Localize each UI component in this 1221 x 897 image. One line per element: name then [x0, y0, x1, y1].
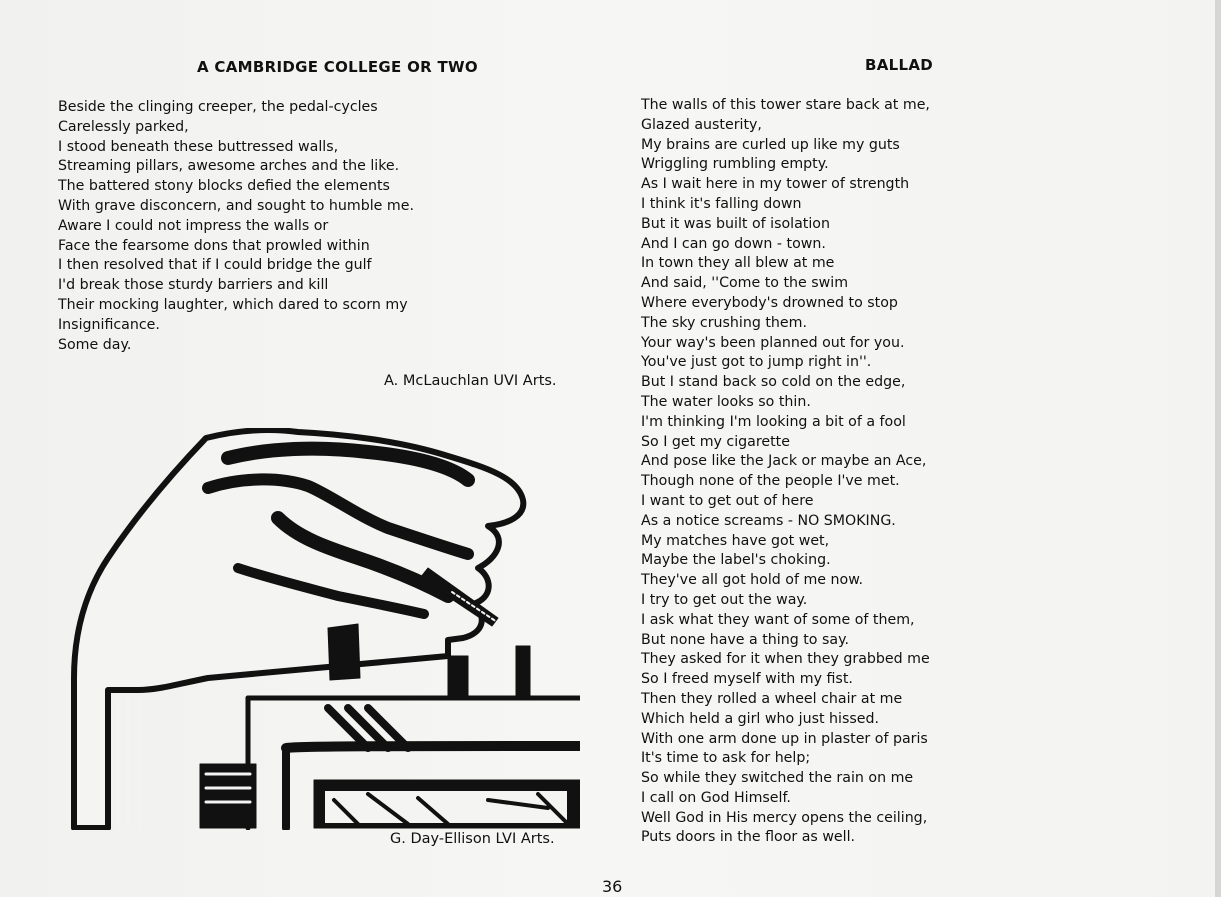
poem-line: And I can go down - town.	[641, 235, 826, 252]
poem-line: Aware I could not impress the walls or	[58, 217, 329, 234]
poem-line: The walls of this tower stare back at me,	[641, 97, 930, 113]
poem-line: Their mocking laughter, which dared to scorn my	[58, 296, 408, 313]
poem-line: You've just got to jump right in''.	[641, 354, 872, 371]
poem-line: I ask what they want of some of them,	[641, 611, 915, 628]
poem-line: Puts doors in the floor as well.	[641, 829, 856, 846]
page-edge-shadow	[1215, 0, 1221, 897]
poem-line: In town they all blew at me	[641, 255, 835, 272]
poem-line: Wriggling rumbling empty.	[641, 156, 829, 173]
poem-line: Glazed austerity,	[641, 116, 762, 133]
poem-line: As a notice screams - NO SMOKING.	[641, 512, 896, 529]
poem-line: Then they rolled a wheel chair at me	[641, 690, 903, 707]
hand-outline	[74, 430, 523, 828]
poem-line: It's time to ask for help;	[641, 750, 811, 767]
hand-illustration	[68, 428, 580, 830]
poem-line: Face the fearsome dons that prowled within	[58, 237, 370, 254]
poem-line: I think it's falling down	[641, 195, 802, 212]
poem-line: I'd break those sturdy barriers and kill	[58, 277, 329, 294]
poem-line: Streaming pillars, awesome arches and the like.	[58, 158, 400, 175]
poem-line: My brains are curled up like my guts	[641, 136, 900, 153]
poem-title-right: BALLAD	[865, 56, 934, 74]
poem-line: But none have a thing to say.	[641, 631, 849, 648]
poem-line: They've all got hold of me now.	[641, 572, 864, 589]
poem-line: And pose like the Jack or maybe an Ace,	[641, 453, 927, 470]
poem-line: My matches have got wet,	[641, 532, 830, 549]
poem-author-left: A. McLauchlan UVI Arts.	[384, 373, 557, 389]
poem-line: Beside the clinging creeper, the pedal-cycles	[58, 99, 378, 115]
poem-line: The water looks so thin.	[641, 393, 811, 410]
poem-line: Which held a girl who just hissed.	[641, 710, 880, 727]
poem-line: Well God in His mercy opens the ceiling,	[641, 809, 928, 826]
poem-line: The sky crushing them.	[641, 314, 807, 331]
poem-line: Carelessly parked,	[58, 118, 189, 135]
poem-line: Your way's been planned out for you.	[641, 334, 905, 351]
poem-line: Maybe the label's choking.	[641, 552, 831, 569]
poem-line: Insignificance.	[58, 316, 160, 333]
poem-line: With grave disconcern, and sought to humble me.	[58, 197, 414, 214]
poem-line: They asked for it when they grabbed me	[641, 651, 930, 668]
poem-line: Where everybody's drowned to stop	[641, 294, 898, 311]
poem-line: But I stand back so cold on the edge,	[641, 374, 906, 391]
poem-line: I then resolved that if I could bridge the gulf	[58, 257, 372, 274]
poem-line: But it was built of isolation	[641, 215, 830, 232]
poem-line: With one arm done up in plaster of paris	[641, 730, 928, 747]
poem-left	[58, 98, 414, 355]
poem-line: I stood beneath these buttressed walls,	[58, 138, 339, 155]
poem-line: So I get my cigarette	[641, 433, 790, 450]
poem-line: And said, ''Come to the swim	[641, 275, 849, 292]
poem-line: I'm thinking I'm looking a bit of a fool	[641, 413, 906, 430]
poem-line: Though none of the people I've met.	[641, 473, 900, 490]
poem-line: I call on God Himself.	[641, 789, 791, 806]
poem-line: Some day.	[58, 336, 132, 353]
poem-title-left: A CAMBRIDGE COLLEGE OR TWO	[197, 58, 478, 76]
poem-line: I want to get out of here	[641, 492, 814, 509]
page-number: 36	[602, 877, 623, 896]
poem-right	[641, 96, 930, 848]
poem-line: The battered stony blocks defied the elements	[58, 178, 390, 195]
poem-line: I try to get out the way.	[641, 591, 808, 608]
poem-line: So while they switched the rain on me	[641, 770, 914, 787]
poem-line: As I wait here in my tower of strength	[641, 176, 910, 193]
illustration-credit: G. Day-Ellison LVI Arts.	[390, 831, 555, 847]
poem-line: So I freed myself with my fist.	[641, 671, 853, 688]
